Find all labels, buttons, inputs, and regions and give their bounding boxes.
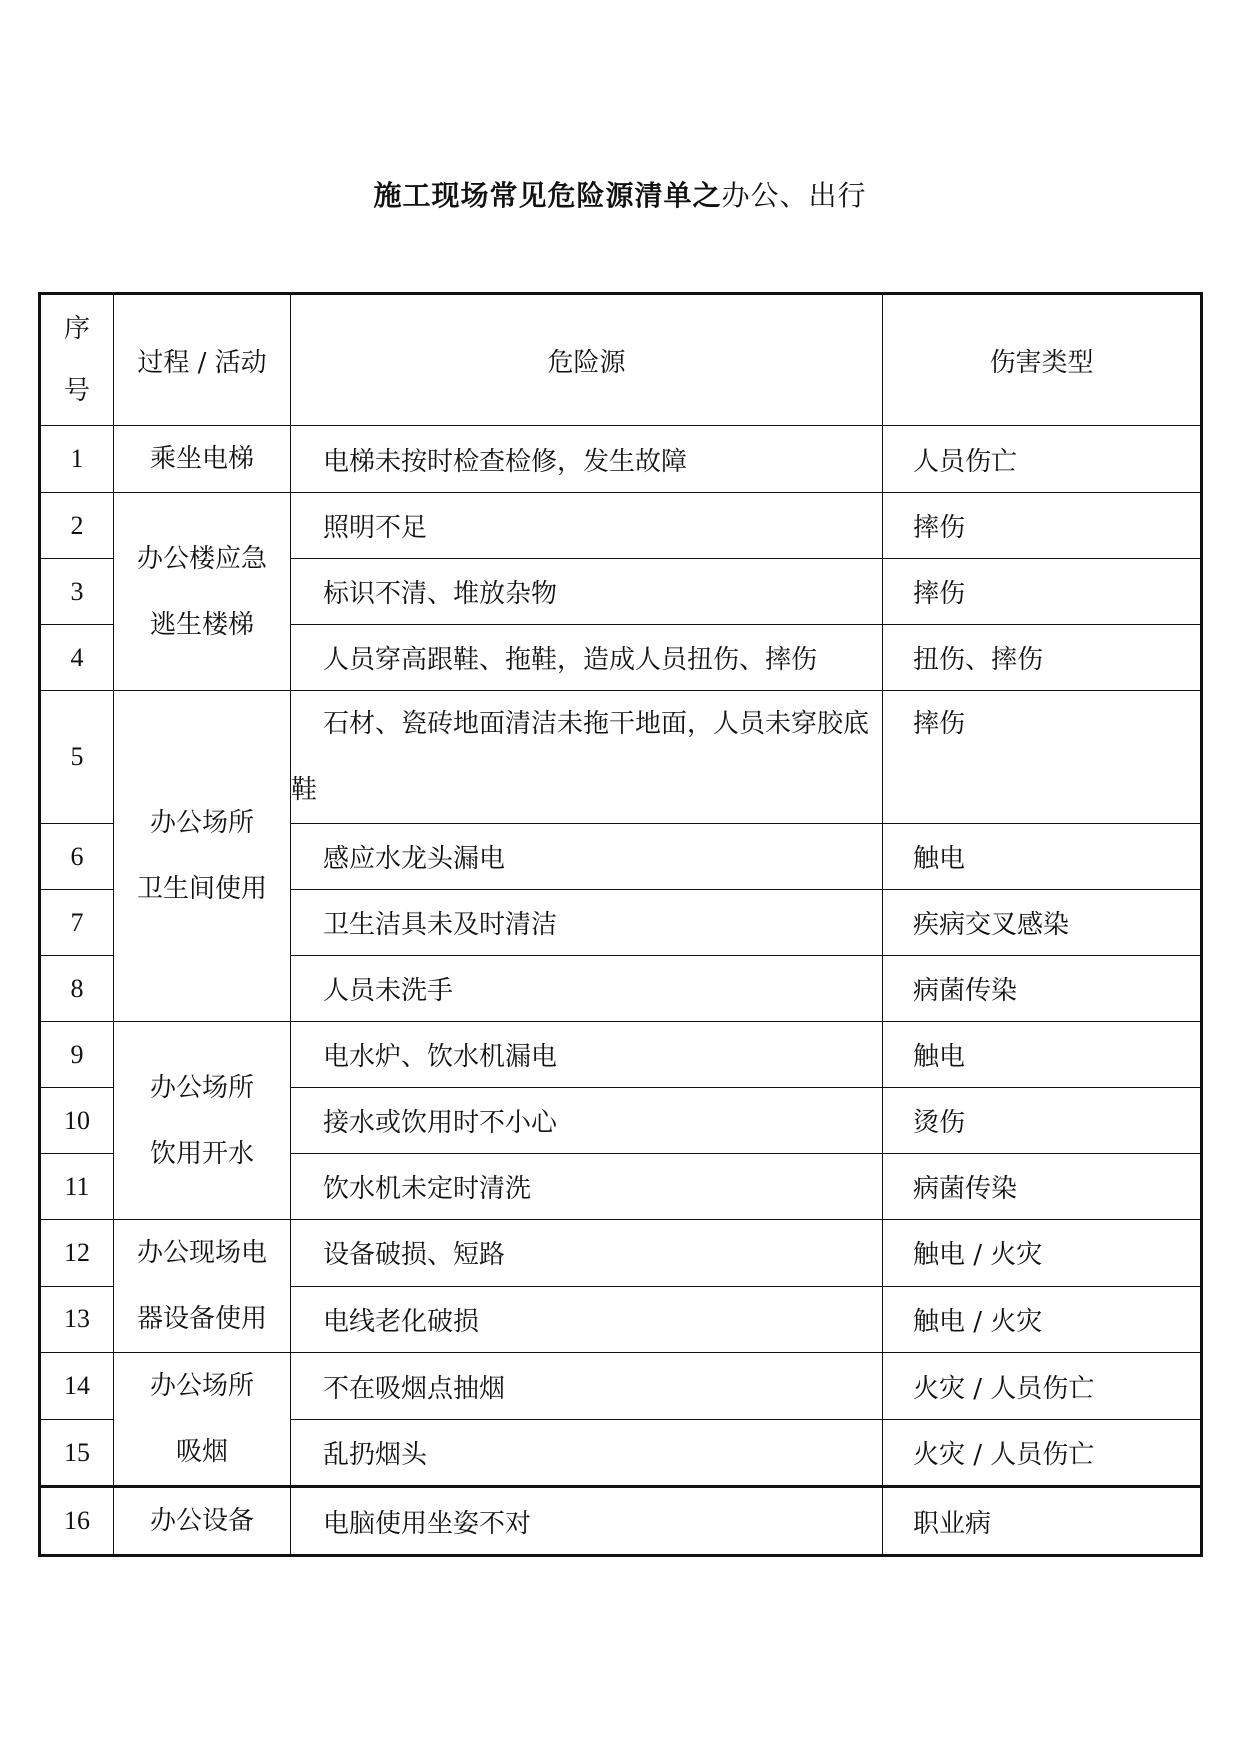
harm-cell: 人员伤亡: [883, 426, 1202, 493]
header-activity: 过程 / 活动: [114, 294, 291, 426]
title-bold: 施工现场常见危险源清单之: [373, 179, 722, 212]
table-row: [40, 1022, 1202, 1088]
hazard-cell: 不在吸烟点抽烟: [291, 1353, 883, 1420]
header-harm: 伤害类型: [883, 294, 1202, 426]
seq-cell: 5: [40, 691, 114, 824]
activity-cell: 办公场所 吸烟: [114, 1353, 291, 1487]
seq-cell: 16: [40, 1487, 114, 1556]
harm-cell: 触电 / 火灾: [883, 1286, 1202, 1353]
seq-cell: 3: [40, 559, 114, 625]
hazard-cell: 卫生洁具未及时清洁: [291, 890, 883, 956]
harm-cell: 摔伤: [883, 691, 1202, 824]
seq-cell: 2: [40, 493, 114, 559]
hazard-cell: 电脑使用坐姿不对: [291, 1487, 883, 1556]
seq-cell: 13: [40, 1286, 114, 1353]
title-rest: 办公、出行: [721, 179, 867, 212]
header-hazard: 危险源: [291, 294, 883, 426]
harm-cell: 火灾 / 人员伤亡: [883, 1353, 1202, 1420]
hazard-cell: 标识不清、堆放杂物: [291, 559, 883, 625]
seq-cell: 4: [40, 625, 114, 691]
seq-cell: 1: [40, 426, 114, 493]
hazard-cell: 石材、瓷砖地面清洁未拖干地面，人员未穿胶底鞋: [291, 691, 883, 824]
harm-cell: 病菌传染: [883, 956, 1202, 1022]
activity-cell: 办公楼应急 逃生楼梯: [114, 493, 291, 691]
table-row: [40, 1487, 1202, 1556]
harm-cell: 火灾 / 人员伤亡: [883, 1420, 1202, 1487]
header-row: [40, 294, 1202, 426]
activity-cell: 办公设备: [114, 1487, 291, 1556]
hazard-cell: 电线老化破损: [291, 1286, 883, 1353]
table-row: [40, 1220, 1202, 1287]
header-seq: 序 号: [40, 294, 114, 426]
seq-cell: 9: [40, 1022, 114, 1088]
seq-cell: 8: [40, 956, 114, 1022]
hazard-cell: 乱扔烟头: [291, 1420, 883, 1487]
harm-cell: 疾病交叉感染: [883, 890, 1202, 956]
table-row: [40, 691, 1202, 824]
hazard-cell: 人员未洗手: [291, 956, 883, 1022]
harm-cell: 触电: [883, 824, 1202, 890]
activity-cell: 乘坐电梯: [114, 426, 291, 493]
activity-cell: 办公现场电 器设备使用: [114, 1220, 291, 1353]
seq-cell: 14: [40, 1353, 114, 1420]
harm-cell: 触电: [883, 1022, 1202, 1088]
hazard-cell: 电水炉、饮水机漏电: [291, 1022, 883, 1088]
activity-cell: 办公场所 饮用开水: [114, 1022, 291, 1220]
page-title: [0, 174, 1240, 214]
table-row: [40, 426, 1202, 493]
seq-cell: 7: [40, 890, 114, 956]
seq-cell: 15: [40, 1420, 114, 1487]
harm-cell: 触电 / 火灾: [883, 1220, 1202, 1287]
hazard-cell: 设备破损、短路: [291, 1220, 883, 1287]
hazard-cell: 饮水机未定时清洗: [291, 1154, 883, 1220]
table-row: [40, 493, 1202, 559]
hazard-cell: 照明不足: [291, 493, 883, 559]
activity-cell: 办公场所 卫生间使用: [114, 691, 291, 1022]
seq-cell: 12: [40, 1220, 114, 1287]
harm-cell: 烫伤: [883, 1088, 1202, 1154]
table-row: [40, 1353, 1202, 1420]
harm-cell: 病菌传染: [883, 1154, 1202, 1220]
harm-cell: 摔伤: [883, 559, 1202, 625]
harm-cell: 职业病: [883, 1487, 1202, 1556]
hazard-table: [38, 292, 1203, 1557]
seq-cell: 10: [40, 1088, 114, 1154]
harm-cell: 扭伤、摔伤: [883, 625, 1202, 691]
seq-cell: 6: [40, 824, 114, 890]
hazard-cell: 人员穿高跟鞋、拖鞋，造成人员扭伤、摔伤: [291, 625, 883, 691]
harm-cell: 摔伤: [883, 493, 1202, 559]
seq-cell: 11: [40, 1154, 114, 1220]
hazard-cell: 感应水龙头漏电: [291, 824, 883, 890]
hazard-cell: 接水或饮用时不小心: [291, 1088, 883, 1154]
hazard-cell: 电梯未按时检查检修，发生故障: [291, 426, 883, 493]
